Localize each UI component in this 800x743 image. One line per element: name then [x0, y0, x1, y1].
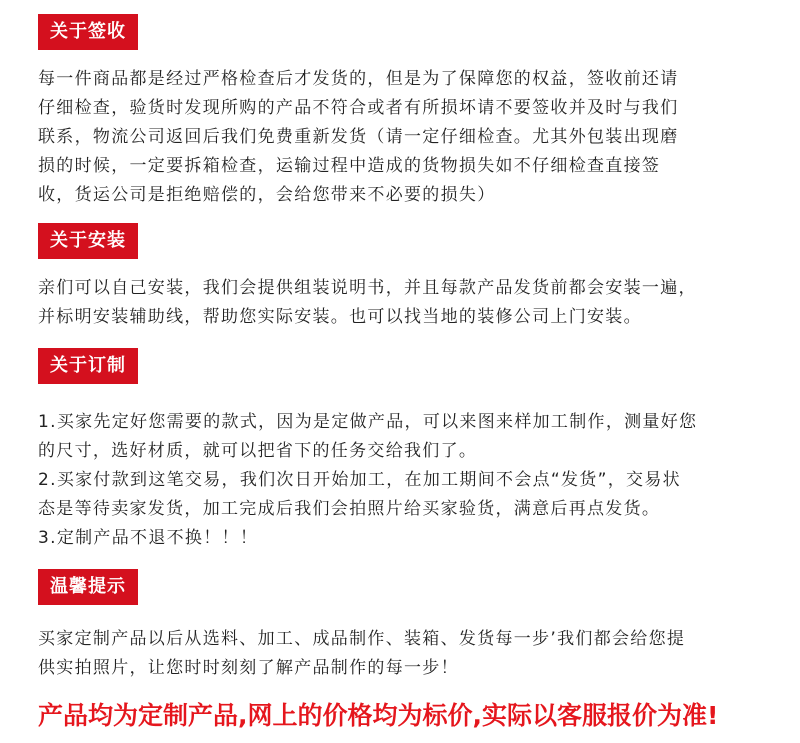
paragraph-line: 2.买家付款到这笔交易，我们次日开始加工，在加工期间不会点“发货”，交易状 [38, 470, 681, 490]
paragraph-line: 亲们可以自己安装，我们会提供组装说明书，并且每款产品发货前都会安装一遍， [38, 278, 697, 298]
paragraph-line: 供实拍照片，让您时时刻刻了解产品制作的每一步！ [38, 658, 459, 678]
paragraph-line: 买家定制产品以后从选料、加工、成品制作、装箱、发货每一步’我们都会给您提 [38, 629, 686, 649]
paragraph-line: 1.买家先定好您需要的款式，因为是定做产品，可以来图来样加工制作，测量好您 [38, 412, 698, 432]
paragraph-line: 3.定制产品不退不换！！！ [38, 528, 259, 548]
section-title-tips: 温馨提示 [38, 569, 138, 605]
paragraph-line: 每一件商品都是经过严格检查后才发货的，但是为了保障您的权益，签收前还请 [38, 69, 679, 89]
paragraph-line: 损的时候，一定要拆箱检查，运输过程中造成的货物损失如不仔细检查直接签 [38, 156, 661, 176]
section-body-customization [38, 408, 768, 553]
section-title-customization: 关于订制 [38, 348, 138, 384]
section-body-tips [38, 625, 768, 683]
section-body-installation [38, 274, 768, 332]
paragraph-line: 收，货运公司是拒绝赔偿的，会给您带来不必要的损失） [38, 185, 496, 205]
paragraph-line: 的尺寸，选好材质，就可以把省下的任务交给我们了。 [38, 441, 478, 461]
section-body-signing [38, 65, 768, 210]
paragraph-line: 联系，物流公司返回后我们免费重新发货（请一定仔细检查。尤其外包装出现磨 [38, 127, 679, 147]
paragraph-line: 仔细检查，验货时发现所购的产品不符合或者有所损坏请不要签收并及时与我们 [38, 98, 679, 118]
paragraph-line: 并标明安装辅助线，帮助您实际安装。也可以找当地的装修公司上门安装。 [38, 307, 642, 327]
section-title-installation: 关于安装 [38, 223, 138, 259]
section-title-signing: 关于签收 [38, 14, 138, 50]
paragraph-line: 态是等待卖家发货，加工完成后我们会拍照片给买家验货，满意后再点发货。 [38, 499, 661, 519]
price-notice: 产品均为定制产品,网上的价格均为标价,实际以客服报价为准! [38, 701, 719, 730]
